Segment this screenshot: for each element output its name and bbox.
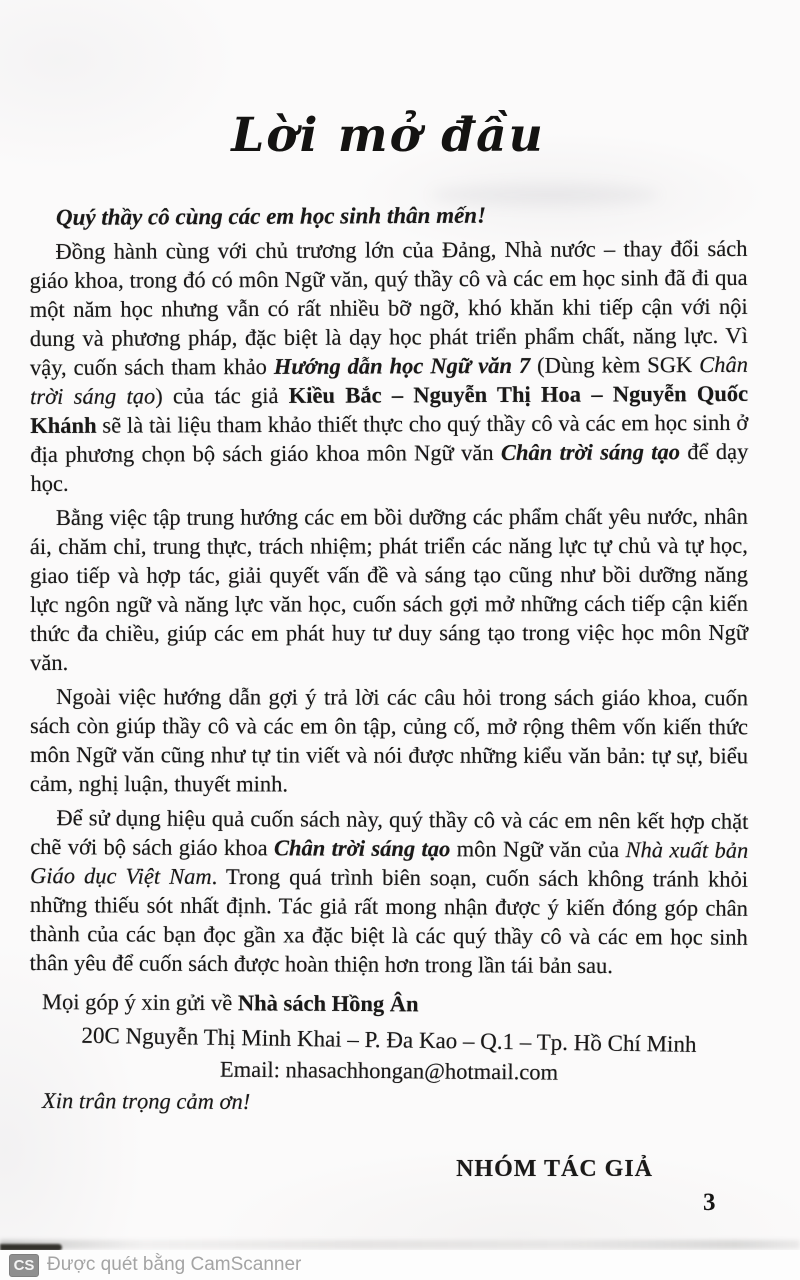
address-line: 20C Nguyễn Thị Minh Khai – P. Đa Kao – Q.1 – Tp. Hồ Chí Minh [81, 1022, 697, 1057]
paragraph-4: Để sử dụng hiệu quả cuốn sách này, quý thầy cô và các em nên kết hợp chặt chẽ với bộ sách giáo khoa Chân trời sáng tạo môn Ngữ văn của Nhà xuất bản Giáo dục Việt Nam. Trong quá trình biên soạn, cuốn sách không tránh khỏi những thiếu sót nhất định. Tác giả rất mong nhận được ý kiến đóng góp chân thành của các bạn đọc gần xa đặc biệt là các quý thầy cô và các em học sinh thân yêu để cuốn sách được hoàn thiện hơn trong lần tái bản sau. [29, 805, 749, 979]
preface-body [30, 203, 748, 1184]
greeting-line: Quý thầy cô cùng các em học sinh thân mến! [55, 202, 487, 230]
author-group-signature: NHÓM TÁC GIẢ [456, 1156, 653, 1182]
camscanner-watermark-bar [0, 1250, 800, 1280]
scan-edge-shadow [0, 1240, 800, 1249]
paragraph-3: Ngoài việc hướng dẫn gợi ý trả lời các câu hỏi trong sách giáo khoa, cuốn sách còn giúp thầy cô và các em ôn tập, củng cố, mở rộng thêm vốn kiến thức môn Ngữ văn cũng như tự tin viết và nói được những kiểu văn bản: tự sự, biểu cảm, nghị luận, thuyết minh. [29, 684, 749, 797]
camscanner-logo: CS [9, 1254, 39, 1277]
page-title: Lời mở đầu [231, 108, 545, 163]
page-number: 3 [703, 1189, 716, 1216]
thanks-line: Xin trân trọng cảm ơn! [41, 1088, 251, 1114]
email-line: Email: nhasachhongan@hotmail.com [219, 1056, 559, 1085]
camscanner-label: Được quét bằng CamScanner [47, 1254, 302, 1275]
paragraph-2: Bằng việc tập trung hướng các em bồi dưỡng các phẩm chất yêu nước, nhân ái, chăm chỉ, trung thực, trách nhiệm; phát triển các năng lực tự chủ và tự học, giao tiếp và hợp tác, giải quyết vấn đề và sáng tạo cũng như bồi dưỡng năng lực ngôn ngữ và năng lực văn học, cuốn sách gợi mở những cách tiếp cận kiến thức đa chiều, giúp các em phát huy tư duy sáng tạo trong việc học môn Ngữ văn. [29, 503, 749, 675]
feedback-note-line: Mọi góp ý xin gửi về Nhà sách Hồng Ân [41, 989, 419, 1017]
paragraph-1: Đồng hành cùng với chủ trương lớn của Đảng, Nhà nước – thay đổi sách giáo khoa, trong đó có môn Ngữ văn, quý thầy cô và các em học sinh đã đi qua một năm học nhưng vẫn có rất nhiều bỡ ngỡ, khó khăn khi tiếp cận với nội dung và phương pháp, đặc biệt là dạy học phát triển phẩm chất, năng lực. Vì vậy, cuốn sách tham khảo Hướng dẫn học Ngữ văn 7 (Dùng kèm SGK Chân trời sáng tạo) của tác giả Kiều Bắc – Nguyễn Thị Hoa – Nguyễn Quốc Khánh sẽ là tài liệu tham khảo thiết thực cho quý thầy cô và các em học sinh ở địa phương chọn bộ sách giáo khoa môn Ngữ văn Chân trời sáng tạo để dạy học. [29, 235, 749, 496]
